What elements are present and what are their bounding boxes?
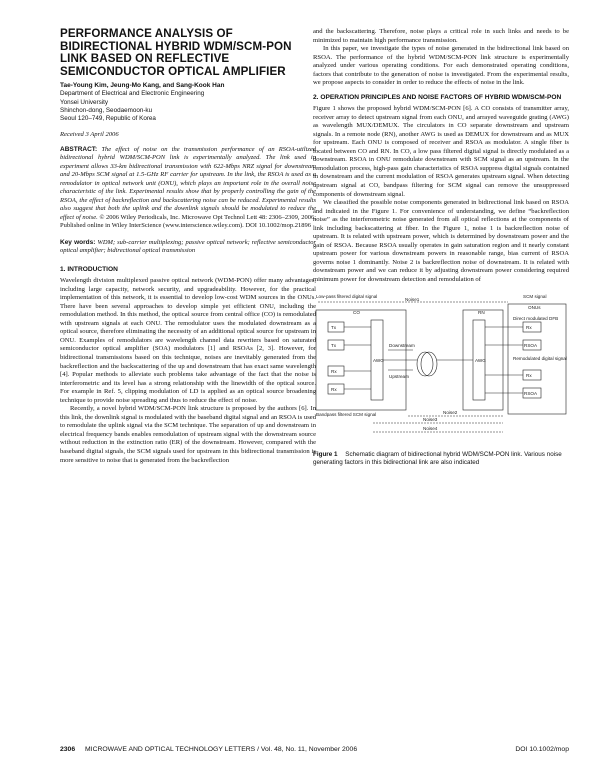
label-onus: ONUs <box>528 304 541 310</box>
label-upstream: Upstream <box>389 373 409 379</box>
affiliation-line: Shinchon-dong, Seodaemoon-ku <box>60 106 153 114</box>
label-co: CO <box>353 309 360 315</box>
fiber-coil <box>421 352 437 376</box>
label-rx: Rx <box>526 324 532 330</box>
keywords-text: WDM; sub-carrier multiplexing; passive optical network; reflective semiconductor optical amplifier; bidirectional optical transmission <box>60 238 316 255</box>
abstract-text: The effect of noise on the transmission performance of an RSOA-utilized bidirectional hybrid WDM/SCM-PON link is experimentally analyzed. The link used in experiment allows 33-km bidirectional transmission with 622-Mbps NRZ signal for downstream and 20-Mbps SCM signal at 1.5-GHz RF carrier for upstream. In the link, the RSOA is used as a remodulator in optical network unit (ONU), which plays an important role in the overall noise characteristic of the link. Experimental results show that by properly controlling the gain of the RSOA, the effect of backreflection and backscattering noise can be reduced. Experimental results also suggest that both the uplink and the downlink signals should be modulated to reduce the effect of noise. <box>60 145 316 221</box>
label-rsoa: RSOA <box>524 390 538 396</box>
abstract-label: ABSTRACT: <box>60 145 98 153</box>
label-remod: Remodulated digital signal <box>513 355 567 361</box>
abstract <box>60 146 316 231</box>
authors: Tae-Young Kim, Jeung-Mo Kang, and Sang-Kook Han <box>60 82 225 90</box>
label-direct: Direct modulated DFB <box>513 315 559 321</box>
figure-diagram <box>313 292 569 447</box>
section-heading: 1. INTRODUCTION <box>60 265 118 273</box>
label-scm-signal: SCM signal <box>523 293 547 299</box>
journal-info: MICROWAVE AND OPTICAL TECHNOLOGY LETTERS / Vol. 48, No. 11, November 2006 <box>85 746 358 753</box>
figure-1 <box>313 292 569 447</box>
label-noise1: Noise1 <box>405 296 420 302</box>
label-downstream: Downstream <box>389 342 415 348</box>
paragraph: We classified the possible noise components generated in bidirectional link based on RSOA and indicated in the Figure 1. For convenience of understanding, we define “backreflection noise” as the interferometric noise generated from all optical reflections at the components of link including backscattering at fiber. In the Figure 1, noise 1 is backreflection noise of upstream. It is related with upstream power, which is determined by downstream power and the gain of RSOA. Because RSOA usually operates in gain saturation region and it nearly constant upstream power for various downstream powers in reasonable range, bias current of RSOA governs noise 1 dominantly. Noise 2 is backreflection noise of downstream. It is related with downstream power and we can reduce it by adjusting downstream power considering required minimum power for downstream detection and remodulation of <box>313 199 569 283</box>
label-lowpass: Low-pass filtered digital signal <box>316 293 378 299</box>
label-rx: Rx <box>331 386 337 392</box>
label-bpf: Bandpass filtered SCM signal <box>316 411 377 417</box>
label-rsoa: RSOA <box>524 342 538 348</box>
abstract-tail: © 2006 Wiley Periodicals, Inc. Microwave Opt Technol Lett 48: 2306–2309, 2006; Published online in Wiley InterScience (www.interscience.wiley.com). DOI 10.1002/mop.21896 <box>60 213 316 230</box>
label-tx: Tx <box>331 342 337 348</box>
right-column <box>313 28 569 467</box>
affiliation-line: Department of Electrical and Electronic Engineering <box>60 90 205 98</box>
label-awg: AWG <box>373 357 384 363</box>
paragraph: Wavelength division multiplexed passive optical network (WDM-PON) offer many advantages, including large capacity, network security, and upgradeability. However, for the practical implementation of this network, it is essential to develop low-cost WDM sources in the ONUs. There have been several approaches to develop simple yet efficient ONU, including the remodulation method. In this method, the optical source from central office (CO) is remodulated with upstream signals at each ONU. The remodulator uses the modulated downstream as a optical source, therefore eliminating the necessity of an additional optical source for upstream in ONU. Examples of remodulators are wavelength channel data rewriters based on saturated semiconductor optical amplifier (SOA) modulators [1] and RSOAs [2, 3]. However, for bidirectional transmissions based on this technique, noises are inevitably generated from the backreflection and the backscattering of the up and downstream that has exact same wavelength [4]. Popular methods to alleviate such problems take advantage of the fact that the noise is interferometric and its level has a strong relationship with the linewidth of the optical source. For example in Ref. 5, clipping modulation of LD is applied as an optical source broadening technique to provide noise spreading and thus to reduce the effect of noise. <box>60 277 316 404</box>
page-number: 2306 <box>60 746 76 753</box>
paper-title: PERFORMANCE ANALYSIS OF BIDIRECTIONAL HYBRID WDM/SCM-PON LINK BASED ON REFLECTIVE SEMICONDUCTOR OPTICAL AMPLIFIER <box>60 27 292 78</box>
caption-text: Schematic diagram of bidirectional hybrid WDM/SCM-PON link. Various noise generating factors in this bidirectional link are also indicated <box>313 450 562 466</box>
received-date: Received 3 April 2006 <box>60 130 119 138</box>
label-awg: AWG <box>475 357 486 363</box>
paragraph: and the backscattering. Therefore, noise plays a critical role in such links and needs to be minimized to maintain high performance transmission. <box>313 28 569 44</box>
left-column <box>60 28 316 465</box>
paragraph: Figure 1 shows the proposed hybrid WDM/SCM-PON [6]. A CO consists of transmitter array, receiver array to detect upstream signal from each ONU, and arrayed waveguide grating (AWG) as wavelength MUX/DEMUX. The circulators in CO separate downstream and upstream signals. In a remote node (RN), another AWG is used as DEMUX for downstream and as MUX for upstream. Each ONU is composed of receiver and RSOA as modulator. A single fiber is located between CO and RN. In CO, a low pass filtered digital signal is directly modulated as a downstream. RSOA in ONU remodulate downstream with SCM signal as an upstream. In the remodulation process, high-pass gain characteristics of RSOA suppress digital signals contained in downstream and the current modulation of RSOA generates upstream signal. When detecting upstream signal at CO, bandpass filtering for SCM signal can remove the unsuppressed components of downstream signal. <box>313 105 569 198</box>
label-rn: RN <box>478 309 485 315</box>
label-rx: Rx <box>526 372 532 378</box>
paragraph: Recently, a novel hybrid WDM/SCM-PON link structure is proposed by the authors [6]. In this link, the downlink signal is modulated with the baseband digital signal and an RSOA is used to remodulate the uplink signal via the SCM technique. The separation of up and downstream in electrical frequency bands enables remodulation of upstream signal with the downstream source without reduction in the extinction ratio (ER) of the downstream. However, compared with the baseband digital signals, the SCM signals used for upstream in this bidirectional transmission is more sensitive to noise that is generated from the backreflection <box>60 405 316 464</box>
label-rx: Rx <box>331 368 337 374</box>
paragraph: In this paper, we investigate the types of noise generated in the bidirectional link based on RSOA. The performance of the hybrid WDM/SCM-PON link structure is experimentally analyzed under various operating conditions. For each demonstrated operating conditions, factors that contribute to the generation of noise is investigated. From the experimental results, we propose aspects to consider in order to reduce the effects of noise in the link. <box>313 45 569 87</box>
affiliation-line: Yonsei University <box>60 98 109 106</box>
affiliation-line: Seoul 120–749, Republic of Korea <box>60 114 156 122</box>
doi: DOI 10.1002/mop <box>515 746 569 753</box>
author-block <box>60 82 316 122</box>
label-noise3: Noise3 <box>423 416 438 422</box>
keywords <box>60 239 316 256</box>
label-tx: Tx <box>331 324 337 330</box>
page-footer <box>60 746 569 753</box>
label-noise2: Noise2 <box>443 409 458 415</box>
label-noise4: Noise4 <box>423 425 438 431</box>
caption-label: Figure 1 <box>313 450 338 458</box>
section-heading: 2. OPERATION PRINCIPLES AND NOISE FACTORS OF HYBRID WDM/SCM-PON <box>313 93 562 101</box>
fiber-coil <box>417 352 433 376</box>
figure-caption <box>313 451 569 467</box>
keywords-label: Key words: <box>60 238 96 246</box>
